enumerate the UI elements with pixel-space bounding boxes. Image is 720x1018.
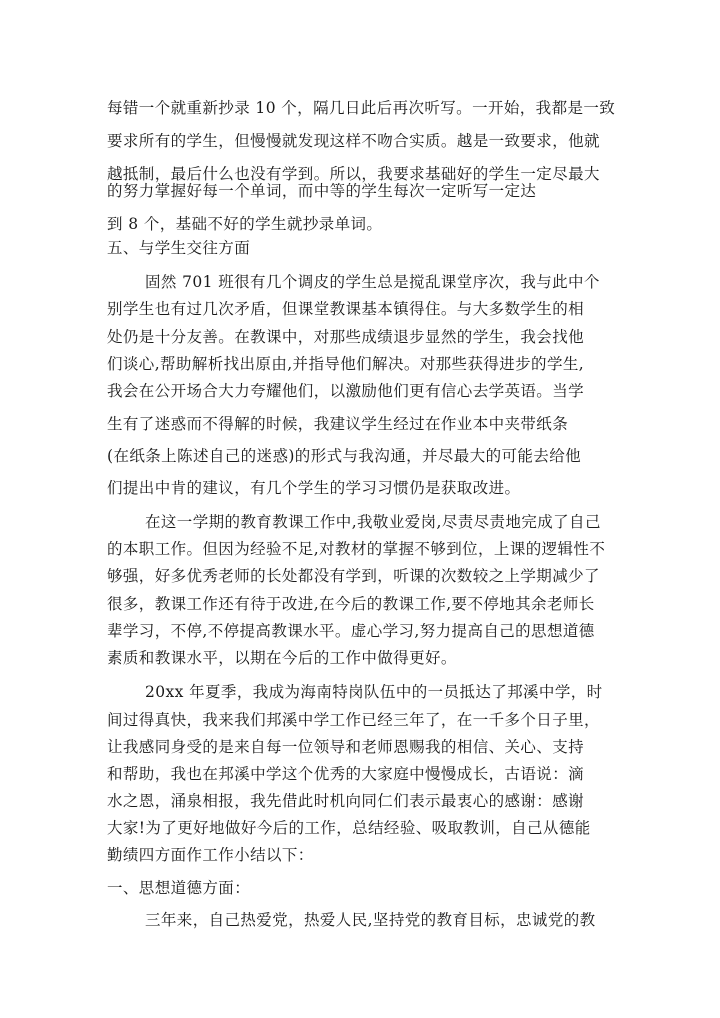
text-line: 到 8 个，基础不好的学生就抄录单词。 (107, 215, 383, 233)
text-line: 要求所有的学生，但慢慢就发现这样不吻合实质。越是一致要求，他就 (107, 132, 600, 150)
section-heading: 五、与学生交往方面 (107, 239, 251, 257)
text-line: 和帮助，我也在邦溪中学这个优秀的大家庭中慢慢成长，古语说：滴 (107, 765, 585, 783)
text-line: 勤绩四方面作工作小结以下： (107, 846, 314, 864)
text-line: 的本职工作。但因为经验不足,对教材的掌握不够到位，上课的逻辑性不 (107, 540, 606, 558)
text-line: 越抵制，最后什么也没有学到。所以，我要求基础好的学生一定尽最大 (107, 165, 600, 183)
text-line: 们提出中肯的建议，有几个学生的学习习惯仍是获取改进。 (107, 479, 521, 497)
text-line: 够强，好多优秀老师的长处都没有学到，听课的次数较之上学期减少了 (107, 567, 600, 585)
text-line: 们谈心,帮助解析找出原由,并指导他们解决。对那些获得进步的学生, (107, 355, 585, 373)
text-line: 间过得真快，我来我们邦溪中学工作已经三年了，在一千多个日子里， (107, 711, 600, 729)
text-line: 生有了迷惑而不得解的时候，我建议学生经过在作业本中夹带纸条 (107, 415, 569, 433)
text-line: 素质和教课水平，以期在今后的工作中做得更好。 (107, 649, 457, 667)
text-line: 20xx 年夏季，我成为海南特岗队伍中的一员抵达了邦溪中学，时 (145, 683, 603, 701)
text-line: 让我感同身受的是来自每一位领导和老师恩赐我的相信、关心、支持 (107, 738, 585, 756)
text-line: 辈学习，不停,不停提高教课水平。虚心学习,努力提高自己的思想道德 (107, 622, 595, 640)
text-line: 的努力掌握好每一个单词，而中等的学生每次一定听写一定达 (107, 182, 537, 200)
text-line: 处仍是十分友善。在教课中，对那些成绩退步显然的学生，我会找他 (107, 328, 585, 346)
text-line: 大家!为了更好地做好今后的工作，总结经验、吸取教训，自己从德能 (107, 819, 591, 837)
text-line: 别学生也有过几次矛盾，但课堂教课基本镇得住。与大多数学生的相 (107, 300, 585, 318)
text-line: 水之恩，涌泉相报，我先借此时机向同仁们表示最衷心的感谢：感谢 (107, 792, 585, 810)
text-line: 每错一个就重新抄录 10 个，隔几日此后再次听写。一开始，我都是一致 (107, 99, 616, 117)
text-line: 我会在公开场合大力夸耀他们，以激励他们更有信心去学英语。当学 (107, 382, 585, 400)
section-heading: 一、思想道德方面： (107, 879, 251, 897)
text-line: 固然 701 班很有几个调皮的学生总是搅乱课堂序次，我与此中个 (145, 273, 600, 291)
text-line: (在纸条上陈述自己的迷惑)的形式与我沟通，并尽最大的可能去给他 (107, 447, 581, 465)
text-line: 很多，教课工作还有待于改进,在今后的教课工作,要不停地其余老师长 (107, 595, 595, 613)
text-line: 三年来，自己热爱党，热爱人民,坚持党的教育目标，忠诚党的教 (145, 911, 596, 929)
text-line: 在这一学期的教育教课工作中,我敬业爱岗,尽责尽责地完成了自己 (145, 513, 601, 531)
